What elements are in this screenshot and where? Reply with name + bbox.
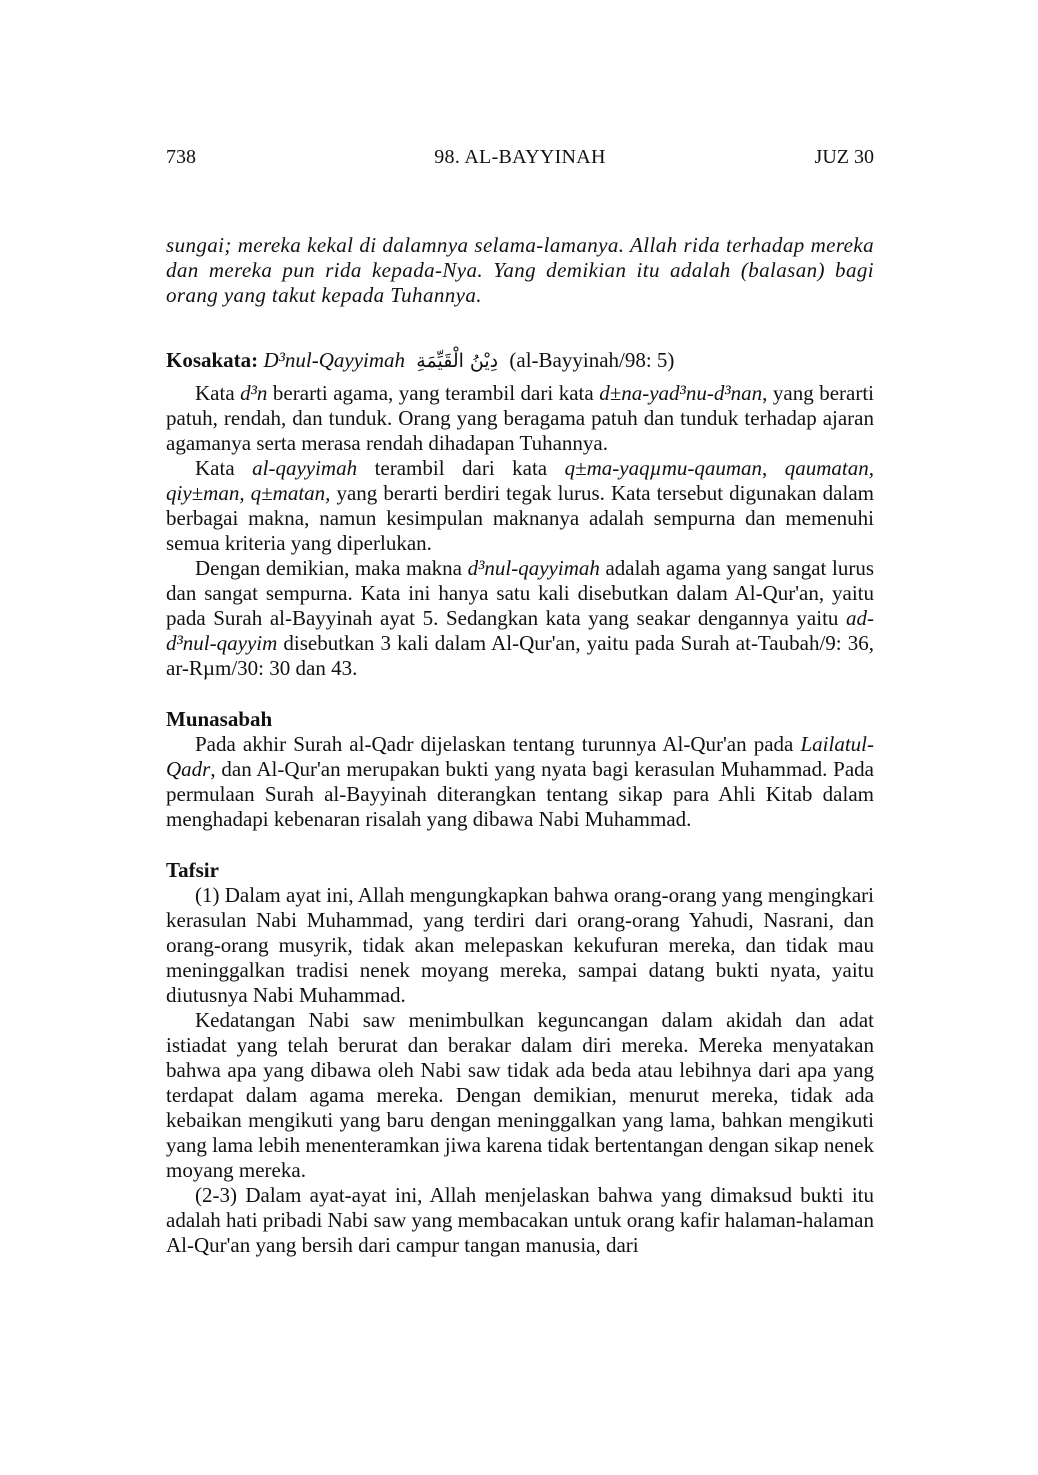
kosakata-arabic: دِيْنُ الْقَيِّمَةِ: [416, 350, 499, 372]
kosakata-label: Kosakata:: [166, 348, 259, 372]
kosakata-paragraph-2: [166, 456, 874, 556]
munasabah-section: [166, 707, 874, 832]
text-span: q±ma-yaqµmu-qauman: [564, 456, 763, 480]
tafsir-heading: Tafsir: [166, 858, 219, 882]
kosakata-paragraph-3: [166, 556, 874, 681]
text-span: Pada akhir Surah al-Qadr dijelaskan tentang turunnya Al-Qur'an pada: [195, 732, 801, 756]
tafsir-paragraph-2: Kedatangan Nabi saw menimbulkan keguncangan dalam akidah dan adat istiadat yang telah berurat dan berakar dalam diri mereka. Mereka menyatakan bahwa apa yang dibawa oleh Nabi saw tidak ada beda atau lebihnya dari apa yang terdapat dalam agama mereka. Dengan demikian, menurut mereka, tidak ada kebaikan mengikuti yang baru dengan meninggalkan yang lama, bahkan mengikuti yang lama lebih menenteramkan jiwa karena tidak bertentangan dengan sikap nenek moyang mereka.: [166, 1008, 874, 1182]
surah-title: 98. AL-BAYYINAH: [434, 146, 606, 168]
juz-label: JUZ 30: [814, 146, 874, 168]
text-span: Kata: [195, 381, 241, 405]
text-span: al-qayyimah: [252, 456, 358, 480]
kosakata-reference: (al-Bayyinah/98: 5): [509, 348, 675, 372]
text-span: d³n: [240, 381, 268, 405]
kosakata-paragraph-1: [166, 381, 874, 456]
text-span: Dengan demikian, maka makna: [195, 556, 468, 580]
tafsir-paragraph-3: (2-3) Dalam ayat-ayat ini, Allah menjelaskan bahwa yang dimaksud bukti itu adalah hati pribadi Nabi saw yang membacakan untuk orang kafir halaman-halaman Al-Qur'an yang bersih dari campur tangan manusia, dari: [166, 1183, 874, 1257]
text-span: , yang berarti patuh, rendah, dan tunduk. Orang yang beragama patuh dan tunduk terhadap ajaran agamanya serta merasa rendah dihadapan Tuhannya.: [166, 381, 874, 455]
text-span: d³nul-qayyimah: [467, 556, 600, 580]
text-span: , dan Al-Qur'an merupakan bukti yang nyata bagi kerasulan Muhammad. Pada permulaan Surah al-Bayyinah diterangkan tentang sikap para Ahli Kitab dalam menghadapi kebenaran risalah yang dibawa Nabi Muhammad.: [166, 757, 874, 831]
text-span: terambil dari kata: [357, 456, 565, 480]
text-span: d±na-yad³nu-d³nan: [599, 381, 763, 405]
page-header: [166, 146, 874, 172]
page-number: 738: [166, 146, 196, 168]
munasabah-heading: Munasabah: [166, 707, 273, 731]
text-span: yang berarti berdiri tegak lurus. Kata tersebut digunakan dalam berbagai makna, namun kesimpulan maknanya adalah sempurna dan memenuhi semua kriteria yang diperlukan.: [166, 481, 874, 555]
text-span: qaumatan, qiy±man, q±matan,: [166, 456, 874, 505]
text-span: Kata: [195, 456, 253, 480]
text-span: Lailatul-Qadr: [166, 732, 874, 781]
tafsir-section: [166, 858, 874, 1258]
kosakata-term: D³nul-Qayyimah: [263, 348, 406, 372]
continuation-paragraph: sungai; mereka kekal di dalamnya selama-lamanya. Allah rida terhadap mereka dan mereka pun rida kepada-Nya. Yang demikian itu adalah (balasan) bagi orang yang takut kepada Tuhannya.: [166, 233, 874, 307]
text-span: ,: [762, 456, 785, 480]
text-span: berarti agama, yang terambil dari kata: [267, 381, 600, 405]
text-span: adalah agama yang sangat lurus dan sangat sempurna. Kata ini hanya satu kali disebutkan dalam Al-Qur'an, yaitu pada Surah al-Bayyinah ayat 5. Sedangkan kata yang seakar dengannya yaitu: [166, 556, 874, 630]
munasabah-paragraph: [166, 732, 874, 832]
page-content: [166, 233, 874, 1258]
kosakata-heading: [166, 346, 874, 375]
text-span: disebutkan 3 kali dalam Al-Qur'an, yaitu pada Surah at-Taubah/9: 36, ar-Rµm/30: 30 dan 43.: [166, 631, 874, 680]
text-span: ad-d³nul-qayyim: [166, 606, 874, 655]
tafsir-paragraph-1: (1) Dalam ayat ini, Allah mengungkapkan bahwa orang-orang yang mengingkari kerasulan Nabi Muhammad, yang terdiri dari orang-orang Yahudi, Nasrani, dan orang-orang musyrik, tidak akan melepaskan kekufuran mereka, dan tidak mau meninggalkan tradisi nenek moyang mereka, sampai datang bukti nyata, yaitu diutusnya Nabi Muhammad.: [166, 883, 874, 1007]
